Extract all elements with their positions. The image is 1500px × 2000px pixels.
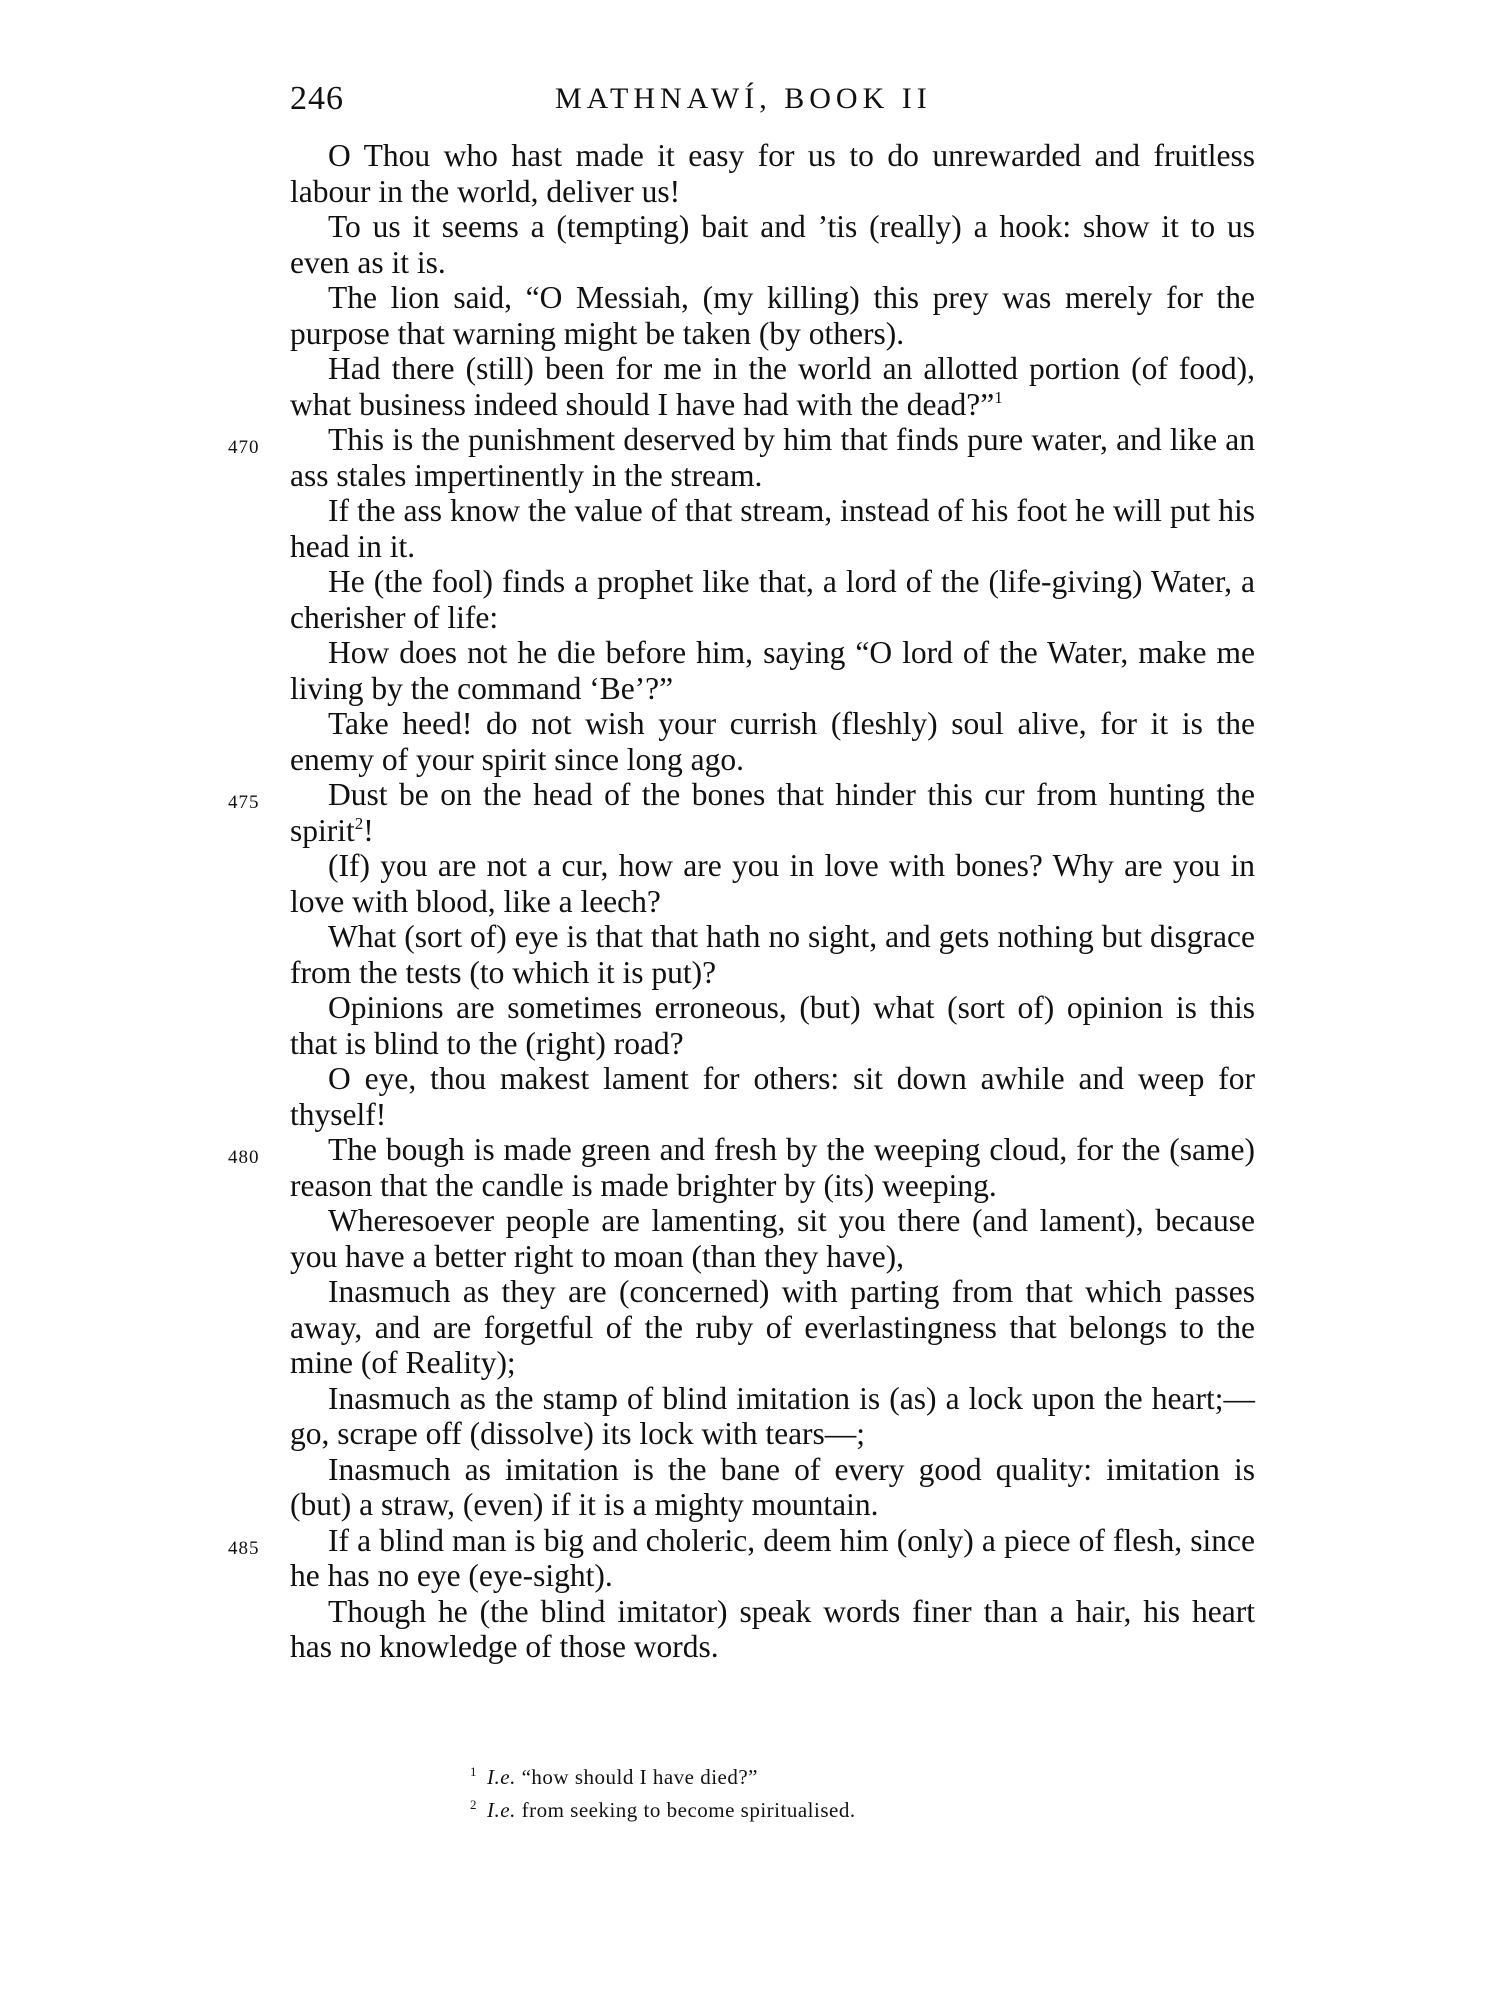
verse-text: Dust be on the head of the bones that hinder this cur from hunting the spirit <box>290 777 1255 848</box>
footnote-reference: 2 <box>354 813 364 833</box>
verse <box>228 777 1255 848</box>
verse-text: Inasmuch as imitation is the bane of every good quality: imitation is (but) a straw, (even) if it is a mighty mountain. <box>290 1451 1255 1522</box>
verse <box>290 564 1255 635</box>
verse <box>290 1203 1255 1274</box>
verse-text: Inasmuch as they are (concerned) with parting from that which passes away, and are forgetful of the ruby of everlastingness that belongs to the mine (of Reality); <box>290 1274 1255 1380</box>
verse <box>290 351 1255 422</box>
verse <box>290 706 1255 777</box>
verse-text: Take heed! do not wish your currish (fleshly) soul alive, for it is the enemy of your spirit since long ago. <box>290 706 1255 777</box>
verse-text: O eye, thou makest lament for others: sit down awhile and weep for thyself! <box>290 1061 1255 1132</box>
footnote-reference: 1 <box>994 387 1003 407</box>
verse-text: Opinions are sometimes erroneous, (but) what (sort of) opinion is this that is blind to the (right) road? <box>290 990 1255 1061</box>
verse <box>290 635 1255 706</box>
verse-text: To us it seems a (tempting) bait and ’tis (really) a hook: show it to us even as it is. <box>290 209 1255 280</box>
verse-text: If a blind man is big and choleric, deem him (only) a piece of flesh, since he has no eye (eye-sight). <box>290 1522 1255 1593</box>
verse-text: Inasmuch as the stamp of blind imitation is (as) a lock upon the heart;—go, scrape off (dissolve) its lock with tears—; <box>290 1380 1255 1451</box>
verse <box>290 1274 1255 1381</box>
verse <box>228 422 1255 493</box>
verse-text: The bough is made green and fresh by the weeping cloud, for the (same) reason that the candle is made brighter by (its) weeping. <box>290 1132 1255 1203</box>
verse-punctuation: ! <box>363 812 374 848</box>
verse-text: O Thou who hast made it easy for us to do unrewarded and fruitless labour in the world, deliver us! <box>290 138 1255 209</box>
verse <box>290 848 1255 919</box>
verse <box>290 493 1255 564</box>
verse <box>228 1522 1255 1594</box>
footnote-text: from seeking to become spiritualised. <box>521 1798 856 1822</box>
page-header <box>290 80 1250 130</box>
verse-text: Wheresoever people are lamenting, sit you there (and lament), because you have a better right to moan (than they have), <box>290 1203 1255 1274</box>
footnote <box>470 1791 1190 1824</box>
running-title: MATHNAWÍ, BOOK II <box>555 82 932 115</box>
verse-text: Had there (still) been for me in the world an allotted portion (of food), what business indeed should I have had with the dead?” <box>290 351 1255 422</box>
verse <box>290 280 1255 351</box>
footnote-abbreviation: I.e. <box>487 1798 516 1822</box>
verse-text: If the ass know the value of that stream, instead of his foot he will put his head in it. <box>290 493 1255 564</box>
footnote-mark: 2 <box>470 1797 477 1812</box>
verse-text: He (the fool) finds a prophet like that, a lord of the (life-giving) Water, a cherisher of life: <box>290 564 1255 635</box>
verse-text: (If) you are not a cur, how are you in love with bones? Why are you in love with blood, like a leech? <box>290 848 1255 919</box>
verse <box>290 990 1255 1061</box>
verse-text: Though he (the blind imitator) speak words finer than a hair, his heart has no knowledge of those words. <box>290 1593 1255 1664</box>
verse <box>290 1594 1255 1665</box>
footnotes <box>470 1758 1190 1824</box>
verse-text: How does not he die before him, saying “O lord of the Water, make me living by the command ‘Be’?” <box>290 635 1255 706</box>
line-number: 470 <box>228 437 260 458</box>
line-number: 480 <box>228 1147 260 1168</box>
page-number: 246 <box>290 80 344 117</box>
verse <box>290 138 1255 209</box>
line-number: 475 <box>228 792 260 813</box>
verse <box>290 1381 1255 1452</box>
footnote <box>470 1758 1190 1791</box>
verse <box>290 919 1255 990</box>
verse-text: What (sort of) eye is that that hath no sight, and gets nothing but disgrace from the tests (to which it is put)? <box>290 919 1255 990</box>
verse <box>228 1132 1255 1203</box>
footnote-text: “how should I have died?” <box>521 1765 759 1789</box>
line-number: 485 <box>228 1537 260 1559</box>
verse <box>290 1452 1255 1523</box>
verse-text: The lion said, “O Messiah, (my killing) this prey was merely for the purpose that warning might be taken (by others). <box>290 280 1255 351</box>
verse <box>290 209 1255 280</box>
footnote-abbreviation: I.e. <box>487 1765 516 1789</box>
verse <box>290 1061 1255 1132</box>
verse-text: This is the punishment deserved by him that finds pure water, and like an ass stales impertinently in the stream. <box>290 422 1255 493</box>
verse-list <box>228 138 1255 1665</box>
footnote-mark: 1 <box>470 1764 477 1779</box>
